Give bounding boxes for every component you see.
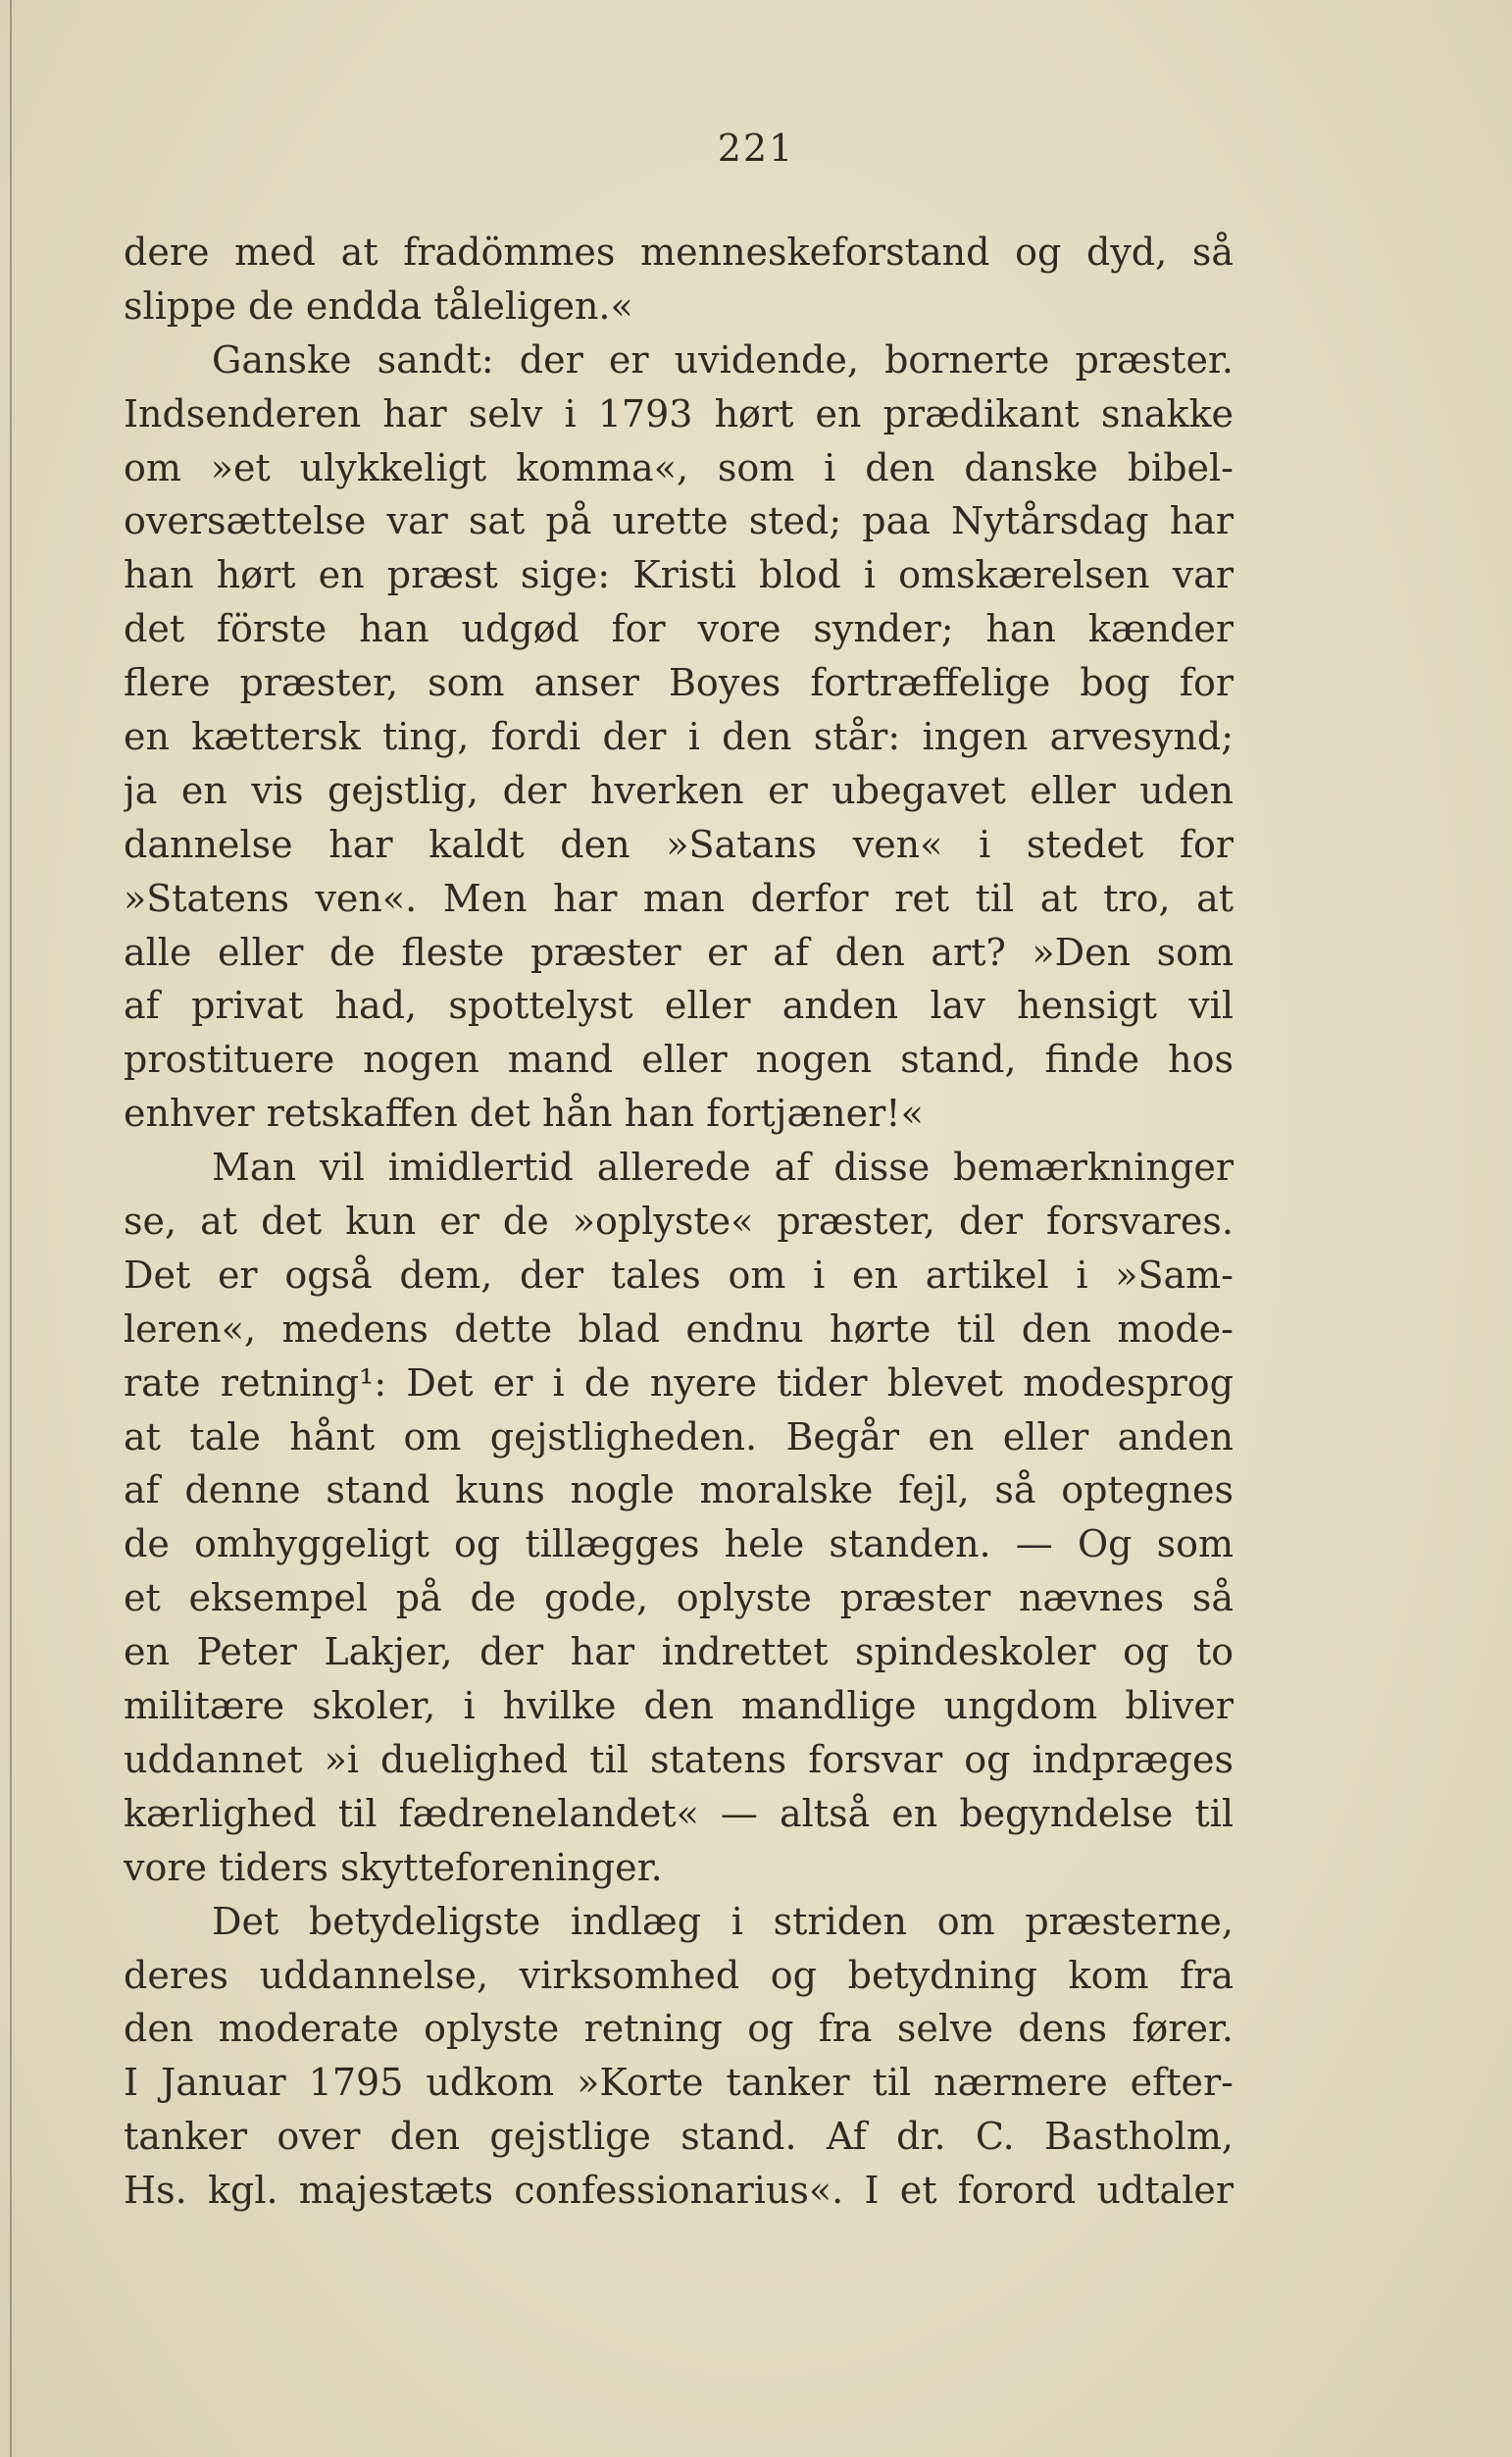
text-line: »Statens ven«. Men har man derfor ret til at tro, at (124, 876, 1234, 920)
text-line: prostituere nogen mand eller nogen stand, finde hos (124, 1038, 1234, 1082)
page-edge-line (10, 0, 12, 2457)
body-text (124, 226, 1234, 2218)
text-line: at tale hånt om gejstligheden. Begår en eller anden (124, 1414, 1234, 1459)
text-line: rate retning¹: Det er i de nyere tider blevet modesprog (124, 1360, 1234, 1405)
text-line: det förste han udgød for vore synder; han kænder (124, 607, 1234, 651)
text-line: deres uddannelse, virksomhed og betydning kom fra (124, 1953, 1234, 1997)
text-line: oversættelse var sat på urette sted; paa Nytårsdag har (124, 499, 1234, 543)
text-line: en kættersk ting, fordi der i den står: ingen arvesynd; (124, 715, 1234, 759)
text-line: flere præster, som anser Boyes fortræffelige bog for (124, 661, 1234, 705)
text-line: Ganske sandt: der er uvidende, bornerte præster. (212, 337, 1234, 382)
text-line: dere med at fradömmes menneskeforstand og dyd, så (124, 230, 1234, 274)
text-line: vore tiders skytteforeninger. (124, 1845, 663, 1889)
text-line: han hørt en præst sige: Kristi blod i omskærelsen var (124, 553, 1234, 597)
text-line: kærlighed til fædrenelandet« — altså en begyndelse til (124, 1791, 1234, 1835)
text-line: ja en vis gejstlig, der hverken er ubegavet eller uden (124, 768, 1234, 812)
text-line: Hs. kgl. majestæts confessionarius«. I et forord udtaler (124, 2169, 1234, 2213)
text-line: Det betydeligste indlæg i striden om præsterne, (212, 1899, 1234, 1943)
text-line: militære skoler, i hvilke den mandlige ungdom bliver (124, 1684, 1234, 1728)
text-line: enhver retskaffen det hån han fortjæner!« (124, 1092, 924, 1136)
text-line: Man vil imidlertid allerede af disse bemærkninger (212, 1146, 1234, 1190)
text-line: af denne stand kuns nogle moralske fejl, så optegnes (124, 1468, 1234, 1512)
text-line: dannelse har kaldt den »Satans ven« i stedet for (124, 822, 1234, 866)
page-number: 221 (717, 127, 795, 170)
text-line: slippe de endda tåleligen.« (124, 283, 633, 328)
text-line: Det er også dem, der tales om i en artikel i »Sam- (124, 1253, 1234, 1297)
text-line: alle eller de fleste præster er af den art? »Den som (124, 930, 1234, 974)
text-line: Indsenderen har selv i 1793 hørt en prædikant snakke (124, 391, 1234, 435)
text-line: se, at det kun er de »oplyste« præster, der forsvares. (124, 1200, 1234, 1244)
text-line: af privat had, spottelyst eller anden lav hensigt vil (124, 984, 1234, 1028)
text-line: de omhyggeligt og tillægges hele standen. — Og som (124, 1522, 1234, 1566)
text-line: den moderate oplyste retning og fra selve dens fører. (124, 2007, 1234, 2051)
text-line: et eksempel på de gode, oplyste præster nævnes så (124, 1576, 1234, 1620)
text-line: tanker over den gejstlige stand. Af dr. C. Bastholm, (124, 2115, 1234, 2159)
text-line: leren«, medens dette blad endnu hørte til den mode- (124, 1306, 1234, 1351)
text-line: uddannet »i duelighed til statens forsvar og indpræges (124, 1737, 1234, 1781)
text-line: I Januar 1795 udkom »Korte tanker til nærmere efter- (124, 2061, 1234, 2105)
text-line: om »et ulykkeligt komma«, som i den danske bibel- (124, 445, 1234, 489)
text-line: en Peter Lakjer, der har indrettet spindeskoler og to (124, 1630, 1234, 1674)
